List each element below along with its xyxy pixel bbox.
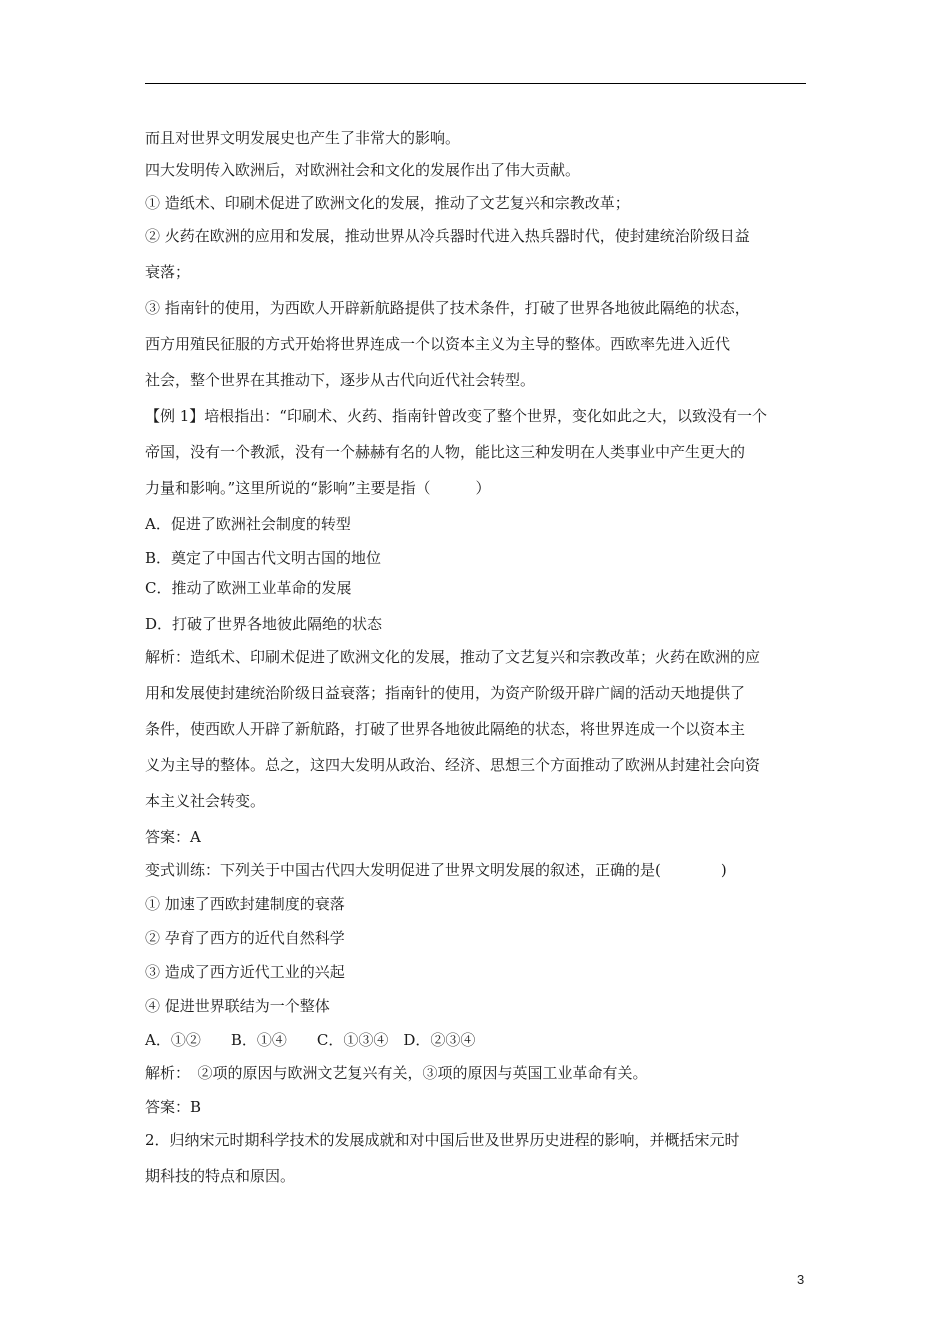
- exercise-item: ③ 造成了西方近代工业的兴起: [145, 963, 345, 981]
- option-d: D．打破了世界各地彼此隔绝的状态: [145, 615, 383, 633]
- text-line: 四大发明传入欧洲后，对欧洲社会和文化的发展作出了伟大贡献。: [145, 161, 581, 179]
- analysis-line: 义为主导的整体。总之，这四大发明从政治、经济、思想三个方面推动了欧洲从封建社会向资: [145, 756, 761, 774]
- text-line: 西方用殖民征服的方式开始将世界连成一个以资本主义为主导的整体。西欧率先进入近代: [145, 335, 731, 353]
- exercise-title: 变式训练：下列关于中国古代四大发明促进了世界文明发展的叙述，正确的是( ): [145, 861, 727, 879]
- exercise-item: ② 孕育了西方的近代自然科学: [145, 929, 345, 947]
- question-line: 期科技的特点和原因。: [145, 1167, 296, 1185]
- text-line: 帝国，没有一个教派，没有一个赫赫有名的人物，能比这三种发明在人类事业中产生更大的: [145, 443, 746, 461]
- page-number: 3: [797, 1272, 805, 1287]
- example-title: 【例 1】培根指出：“印刷术、火药、指南针曾改变了整个世界，变化如此之大，以致没有一个: [145, 407, 767, 425]
- text-line: ③ 指南针的使用，为西欧人开辟新航路提供了技术条件，打破了世界各地彼此隔绝的状态，: [145, 299, 750, 317]
- text-line: 社会，整个世界在其推动下，逐步从古代向近代社会转型。: [145, 371, 536, 389]
- header-rule: [145, 83, 806, 84]
- option-c: C．推动了欧洲工业革命的发展: [145, 579, 352, 597]
- text-line: ① 造纸术、印刷术促进了欧洲文化的发展，推动了文艺复兴和宗教改革；: [145, 194, 630, 212]
- option-b: B．奠定了中国古代文明古国的地位: [145, 549, 382, 567]
- option-a: A．促进了欧洲社会制度的转型: [145, 515, 351, 533]
- answer-line: 答案：B: [145, 1098, 202, 1116]
- analysis-line: 解析：造纸术、印刷术促进了欧洲文化的发展，推动了文艺复兴和宗教改革；火药在欧洲的应: [145, 648, 761, 666]
- analysis-line: 解析： ②项的原因与欧洲文艺复兴有关，③项的原因与英国工业革命有关。: [145, 1064, 648, 1082]
- analysis-line: 本主义社会转变。: [145, 792, 266, 810]
- text-line: 而且对世界文明发展史也产生了非常大的影响。: [145, 129, 461, 147]
- answer-line: 答案：A: [145, 828, 201, 846]
- exercise-options: A．①② B．①④ C．①③④ D．②③④: [145, 1031, 476, 1049]
- text-line: 力量和影响。”这里所说的“影响”主要是指（ ）: [145, 479, 491, 497]
- analysis-line: 条件，使西欧人开辟了新航路，打破了世界各地彼此隔绝的状态，将世界连成一个以资本主: [145, 720, 746, 738]
- question-line: 2．归纳宋元时期科学技术的发展成就和对中国后世及世界历史进程的影响，并概括宋元时: [145, 1131, 740, 1149]
- text-line: 衰落；: [145, 263, 191, 281]
- exercise-item: ④ 促进世界联结为一个整体: [145, 997, 330, 1015]
- exercise-item: ① 加速了西欧封建制度的衰落: [145, 895, 345, 913]
- text-line: ② 火药在欧洲的应用和发展，推动世界从冷兵器时代进入热兵器时代，使封建统治阶级日益: [145, 227, 750, 245]
- analysis-line: 用和发展使封建统治阶级日益衰落；指南针的使用，为资产阶级开辟广阔的活动天地提供了: [145, 684, 746, 702]
